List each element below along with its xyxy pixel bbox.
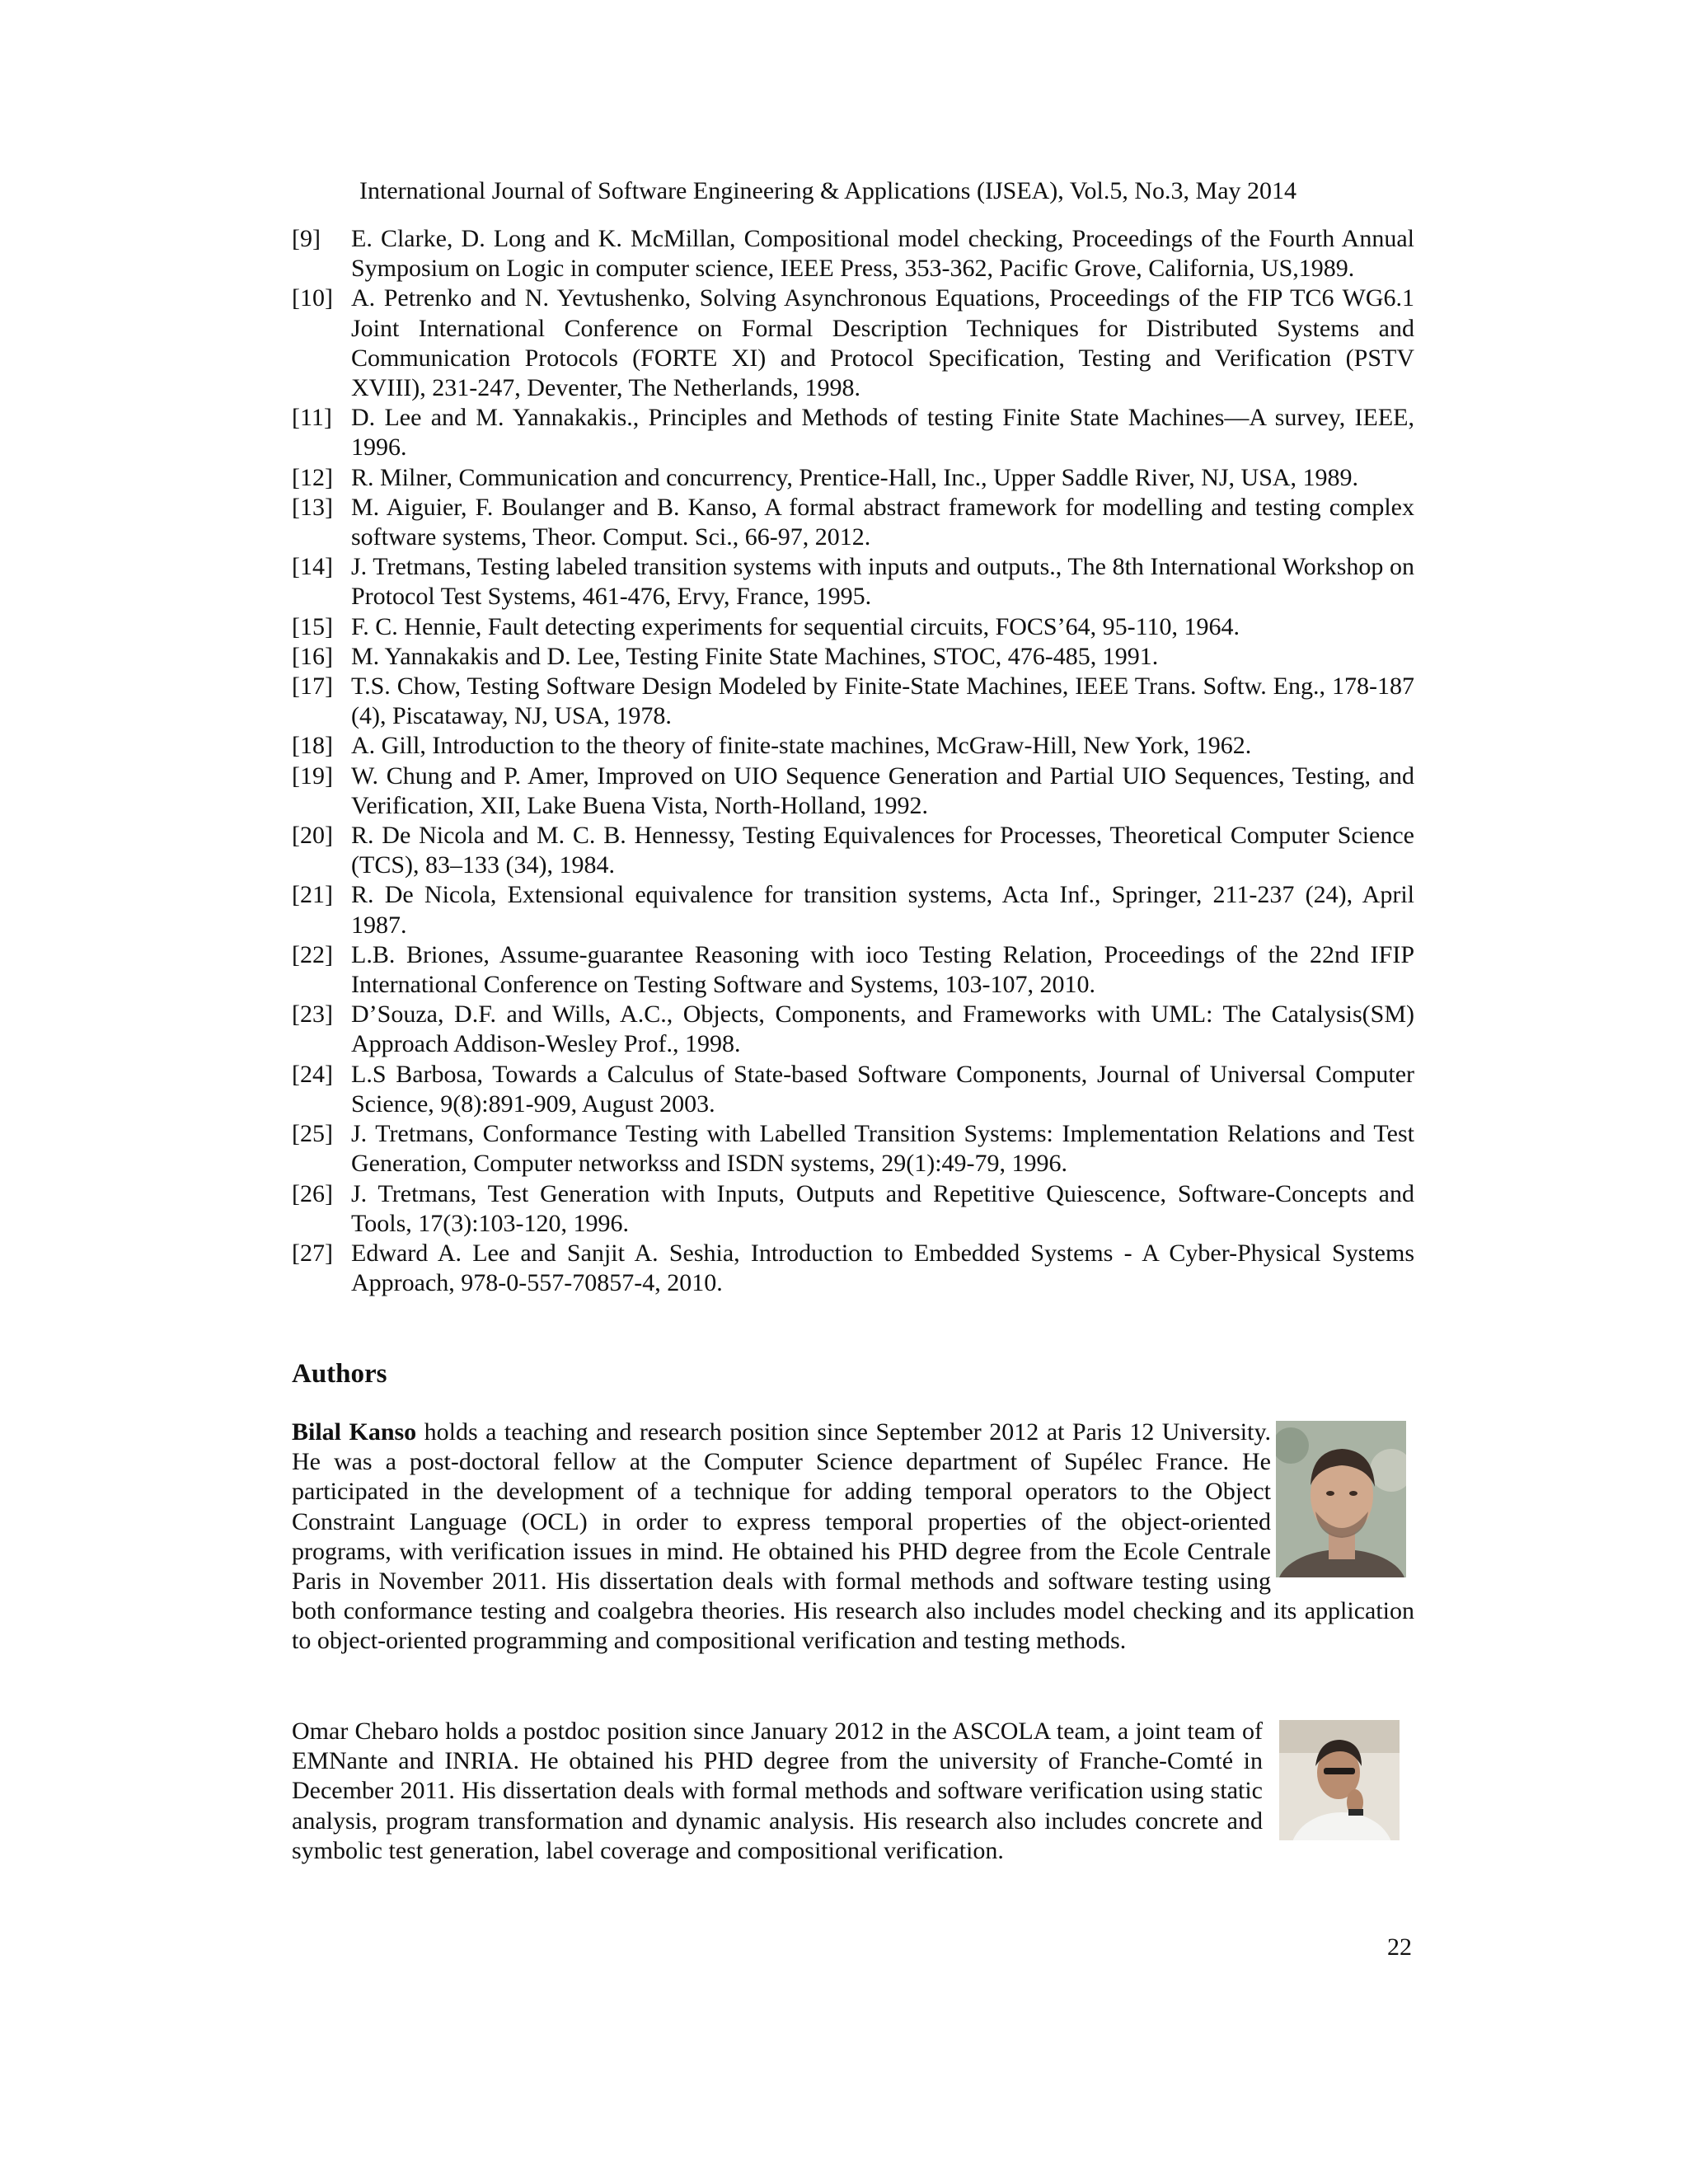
reference-number: [22] — [292, 940, 333, 968]
reference-number: [21] — [292, 881, 333, 909]
reference-text: L.B. Briones, Assume-guarantee Reasoning with ioco Testing Relation, Proceedings of the 22nd IFIP International Conference on Testing Software and Systems, 103-107, 2010. — [351, 940, 1414, 999]
reference-number: [17] — [292, 673, 333, 701]
author-bio-text: Omar Chebaro holds a postdoc position since January 2012 in the ASCOLA team, a joint team of EMNante and INRIA. He obtained his PHD degree from the university of Franche-Comté in December 2011. His dissertation deals with formal methods and software verification using static analysis, program transformation and dynamic analysis. His research also includes concrete and symbolic test generation, label coverage and compositional verification. — [292, 1718, 1263, 1864]
reference-number: [12] — [292, 463, 333, 491]
reference-number: [20] — [292, 822, 333, 850]
reference-number: [9] — [292, 225, 321, 252]
reference-text: T.S. Chow, Testing Software Design Modeled by Finite-State Machines, IEEE Trans. Softw. Eng., 178-187 (4), Piscataway, NJ, USA, 1978. — [351, 673, 1414, 730]
reference-text: M. Yannakakis and D. Lee, Testing Finite State Machines, STOC, 476-485, 1991. — [351, 642, 1159, 670]
reference-item — [292, 493, 1414, 552]
reference-item — [292, 1060, 1414, 1119]
reference-item — [292, 224, 1414, 284]
reference-item — [292, 1119, 1414, 1179]
reference-item — [292, 1239, 1414, 1298]
reference-number: [27] — [292, 1239, 333, 1267]
reference-item — [292, 880, 1414, 940]
reference-item — [292, 821, 1414, 880]
reference-item — [292, 642, 1414, 672]
authors-heading: Authors — [292, 1359, 387, 1389]
page-number: 22 — [1387, 1933, 1412, 1961]
reference-text: R. De Nicola, Extensional equivalence for transition systems, Acta Inf., Springer, 211-237 (24), April 1987. — [351, 881, 1414, 939]
reference-text: D. Lee and M. Yannakakis., Principles and Methods of testing Finite State Machines—A survey, IEEE, 1996. — [351, 404, 1414, 462]
reference-item — [292, 463, 1414, 493]
author-name: Bilal Kanso — [292, 1418, 417, 1446]
reference-number: [16] — [292, 642, 333, 670]
reference-text: W. Chung and P. Amer, Improved on UIO Sequence Generation and Partial UIO Sequences, Testing, and Verification, XII, Lake Buena Vista, North-Holland, 1992. — [351, 762, 1414, 819]
reference-item — [292, 1179, 1414, 1239]
reference-number: [11] — [292, 404, 332, 432]
reference-number: [14] — [292, 553, 333, 581]
author-bio — [292, 1418, 1414, 1657]
reference-number: [18] — [292, 732, 333, 760]
reference-item — [292, 1000, 1414, 1059]
reference-item — [292, 403, 1414, 462]
reference-text: Edward A. Lee and Sanjit A. Seshia, Introduction to Embedded Systems - A Cyber-Physical Systems Approach, 978-0-557-70857-4, 2010. — [351, 1239, 1414, 1297]
reference-text: J. Tretmans, Testing labeled transition systems with inputs and outputs., The 8th International Workshop on Protocol Test Systems, 461-476, Ervy, France, 1995. — [351, 553, 1414, 611]
reference-text: D’Souza, D.F. and Wills, A.C., Objects, Components, and Frameworks with UML: The Catalysis(SM) Approach Addison-Wesley Prof., 1998. — [351, 1001, 1414, 1058]
author-photo — [1276, 1421, 1406, 1577]
reference-text: R. Milner, Communication and concurrency, Prentice-Hall, Inc., Upper Saddle River, NJ, USA, 1989. — [351, 463, 1359, 491]
reference-text: E. Clarke, D. Long and K. McMillan, Compositional model checking, Proceedings of the Fourth Annual Symposium on Logic in computer science, IEEE Press, 353-362, Pacific Grove, California, US,1989. — [351, 225, 1414, 283]
reference-item — [292, 731, 1414, 761]
author-portrait-image — [1279, 1720, 1400, 1840]
reference-text: M. Aiguier, F. Boulanger and B. Kanso, A formal abstract framework for modelling and testing complex software systems, Theor. Comput. Sci., 66-97, 2012. — [351, 493, 1414, 551]
reference-number: [23] — [292, 1001, 333, 1029]
reference-text: L.S Barbosa, Towards a Calculus of State-based Software Components, Journal of Universal Computer Science, 9(8):891-909, August 2003. — [351, 1060, 1414, 1118]
running-header: International Journal of Software Engineering & Applications (IJSEA), Vol.5, No.3, May 2014 — [359, 177, 1297, 204]
reference-number: [26] — [292, 1179, 333, 1207]
reference-text: J. Tretmans, Test Generation with Inputs, Outputs and Repetitive Quiescence, Software-Concepts and Tools, 17(3):103-120, 1996. — [351, 1179, 1414, 1237]
reference-item — [292, 284, 1414, 403]
reference-number: [25] — [292, 1120, 333, 1148]
author-bio-text: holds a teaching and research position since September 2012 at Paris 12 University. He was a post-doctoral fellow at the Computer Science department of Supélec France. He participated in the development of a technique for adding temporal operators to the Object Constraint Language (OCL) in order to express temporal properties of the object-oriented programs, with verification issues in mind. He obtained his PHD degree from the Ecole Centrale Paris in November 2011. His dissertation deals with formal methods and software testing using both conformance testing and coalgebra theories. His research also includes model checking and its application to object-oriented programming and compositional verification and testing methods. — [292, 1418, 1414, 1655]
author-bio — [292, 1717, 1414, 1866]
author-portrait-image — [1276, 1421, 1406, 1577]
reference-number: [15] — [292, 612, 333, 640]
reference-text: R. De Nicola and M. C. B. Hennessy, Testing Equivalences for Processes, Theoretical Computer Science (TCS), 83–133 (34), 1984. — [351, 822, 1414, 879]
reference-item — [292, 940, 1414, 1000]
reference-number: [13] — [292, 493, 333, 521]
reference-item — [292, 762, 1414, 821]
reference-item — [292, 552, 1414, 612]
reference-text: F. C. Hennie, Fault detecting experiments for sequential circuits, FOCS’64, 95-110, 1964. — [351, 612, 1240, 640]
reference-text: J. Tretmans, Conformance Testing with Labelled Transition Systems: Implementation Relations and Test Generation, Computer networkss and ISDN systems, 29(1):49-79, 1996. — [351, 1120, 1414, 1178]
reference-number: [24] — [292, 1060, 333, 1088]
reference-item — [292, 612, 1414, 642]
reference-item — [292, 672, 1414, 731]
reference-number: [10] — [292, 284, 333, 312]
reference-text: A. Gill, Introduction to the theory of finite-state machines, McGraw-Hill, New York, 1962. — [351, 732, 1252, 760]
author-photo — [1279, 1720, 1400, 1840]
reference-list — [292, 224, 1414, 1298]
reference-number: [19] — [292, 762, 333, 790]
reference-text: A. Petrenko and N. Yevtushenko, Solving Asynchronous Equations, Proceedings of the FIP TC6 WG6.1 Joint International Conference on Formal Description Techniques for Distributed Systems and Communication Protocols (FORTE XI) and Protocol Specification, Testing and Verification (PSTV XVIII), 231-247, Deventer, The Netherlands, 1998. — [351, 284, 1414, 402]
